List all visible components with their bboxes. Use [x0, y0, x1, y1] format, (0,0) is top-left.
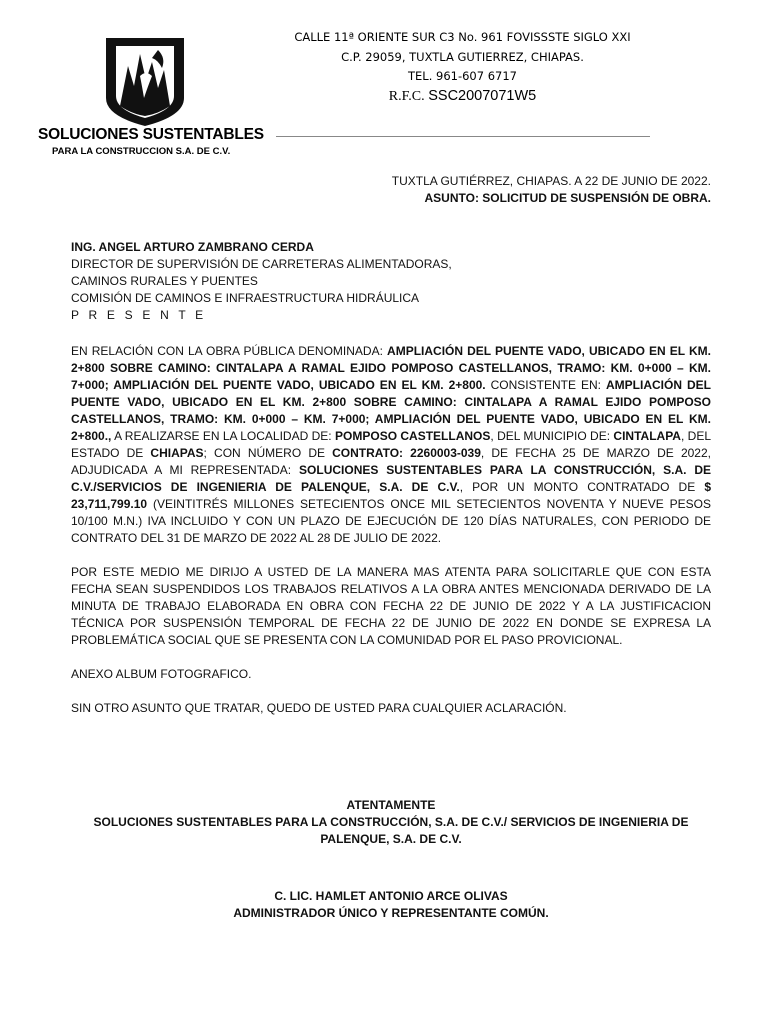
body-text-run: , DEL ESTADO DE	[71, 429, 712, 460]
company-subtitle: PARA LA CONSTRUCCION S.A. DE C.V.	[52, 146, 231, 157]
company-name: SOLUCIONES SUSTENTABLES	[38, 126, 264, 143]
letter-body	[71, 343, 711, 734]
recipient-name: ING. ANGEL ARTURO ZAMBRANO CERDA	[71, 240, 314, 254]
body-text-run: ; CON NÚMERO DE	[203, 446, 333, 460]
date-block	[392, 173, 711, 207]
closing-company: SOLUCIONES SUSTENTABLES PARA LA CONSTRUCCIÓN, S.A. DE C.V./ SERVICIOS DE INGENIERIA DE PALENQUE, S.A. DE C.V.	[93, 815, 689, 846]
atentamente: ATENTAMENTE	[346, 798, 436, 812]
presente: P R E S E N T E	[71, 308, 207, 322]
rfc-number: SSC2007071W5	[428, 87, 537, 104]
body-paragraph-2: POR ESTE MEDIO ME DIRIJO A USTED DE LA MANERA MAS ATENTA PARA SOLICITARLE QUE CON ESTA FECHA SEAN SUSPENDIDOS LOS TRABAJOS RELATIVOS A LA OBRA ANTES MENCIONADA DERIVADO DE LA MINUTA DE TRABAJO ELABORADA EN OBRA CON FECHA 22 DE JUNIO DE 2022 Y A LA JUSTIFICACION TÉCNICA POR SUSPENSIÓN TEMPORAL DE FECHA 22 DE JUNIO DE 2022 EN DONDE SE EXPRESA LA PROBLEMÁTICA SOCIAL QUE SE PRESENTA CON LA COMUNIDAD POR EL PASO PROVICIONAL.	[71, 565, 711, 647]
recipient-line-3: COMISIÓN DE CAMINOS E INFRAESTRUCTURA HIDRÁULICA	[71, 291, 420, 305]
body-text-run: , POR UN MONTO CONTRATADO DE	[459, 480, 705, 494]
body-text-run: CONSISTENTE EN:	[485, 378, 606, 392]
body-bold-run: CONTRATO: 2260003-039	[332, 446, 481, 460]
signer-title: ADMINISTRADOR ÚNICO Y REPRESENTANTE COMÚN.	[233, 906, 549, 920]
body-text-run: , DEL MUNICIPIO DE:	[490, 429, 614, 443]
signature-block	[71, 888, 711, 922]
address-line-1: CALLE 11ª ORIENTE SUR C3 No. 961 FOVISSSTE SIGLO XXI	[294, 30, 631, 44]
recipient-line-1: DIRECTOR DE SUPERVISIÓN DE CARRETERAS ALIMENTADORAS,	[71, 257, 452, 271]
rfc-label: R.F.C.	[388, 88, 425, 104]
body-bold-run: POMPOSO CASTELLANOS	[335, 429, 491, 443]
subject: ASUNTO: SOLICITUD DE SUSPENSIÓN DE OBRA.	[424, 191, 711, 205]
closing-block	[71, 797, 711, 848]
address-line-2: C.P. 29059, TUXTLA GUTIERREZ, CHIAPAS.	[341, 49, 584, 64]
body-paragraph-4: SIN OTRO ASUNTO QUE TRATAR, QUEDO DE USTED PARA CUALQUIER ACLARACIÓN.	[71, 701, 567, 715]
body-bold-run: CINTALAPA	[613, 429, 681, 443]
signer-name: C. LIC. HAMLET ANTONIO ARCE OLIVAS	[274, 889, 508, 903]
body-paragraph-3: ANEXO ALBUM FOTOGRAFICO.	[71, 667, 252, 681]
body-bold-run: AMPLIACIÓN DEL PUENTE VADO, UBICADO EN EL KM. 2+800 SOBRE CAMINO: CINTALAPA A RAMAL EJIDO POMPOSO CASTELLANOS, TRAMO: KM. 0+000 – KM. 7+000; AMPLIACIÓN DEL PUENTE VADO, UBICADO EN EL KM. 2+800.	[71, 344, 711, 392]
body-text-run: (VEINTITRÉS MILLONES SETECIENTOS ONCE MIL SETECIENTOS NOVENTA Y NUEVE PESOS 10/100 M.N.) IVA INCLUIDO Y CON UN PLAZO DE EJECUCIÓN DE 120 DÍAS NATURALES, CON PERIODO DE CONTRATO DEL 31 DE MARZO DE 2022 AL 28 DE JULIO DE 2022.	[71, 497, 711, 545]
company-address	[270, 28, 655, 106]
recipient-line-2: CAMINOS RURALES Y PUENTES	[71, 274, 258, 288]
place-date: TUXTLA GUTIÉRREZ, CHIAPAS. A 22 DE JUNIO DE 2022.	[391, 174, 711, 188]
body-bold-run: $ 23,711,799.10	[71, 480, 711, 511]
body-bold-run: SOLUCIONES SUSTENTABLES PARA LA CONSTRUCCIÓN, S.A. DE C.V./SERVICIOS DE INGENIERIA DE PALENQUE, S.A. DE C.V.	[71, 463, 712, 494]
body-bold-run: AMPLIACIÓN DEL PUENTE VADO, UBICADO EN EL KM. 2+800 SOBRE CAMINO: CINTALAPA A RAMAL EJIDO POMPOSO CASTELLANOS, TRAMO: KM. 0+000 – KM. 7+000; AMPLIACIÓN DEL PUENTE VADO, UBICADO EN EL KM. 2+800.,	[71, 378, 711, 443]
recipient-block	[71, 239, 452, 324]
body-bold-run: CHIAPAS	[150, 446, 204, 460]
body-text-run: EN RELACIÓN CON LA OBRA PÚBLICA DENOMINADA:	[71, 344, 388, 358]
body-text-run: , DE FECHA 25 DE MARZO DE 2022, ADJUDICADA A MI REPRESENTADA:	[71, 446, 711, 477]
body-paragraph-1	[71, 343, 711, 547]
body-text-run: A REALIZARSE EN LA LOCALIDAD DE:	[111, 429, 336, 443]
header-divider	[276, 136, 650, 137]
company-logo	[100, 36, 190, 128]
rfc	[270, 87, 655, 107]
phone: TEL. 961-607 6717	[408, 69, 517, 83]
